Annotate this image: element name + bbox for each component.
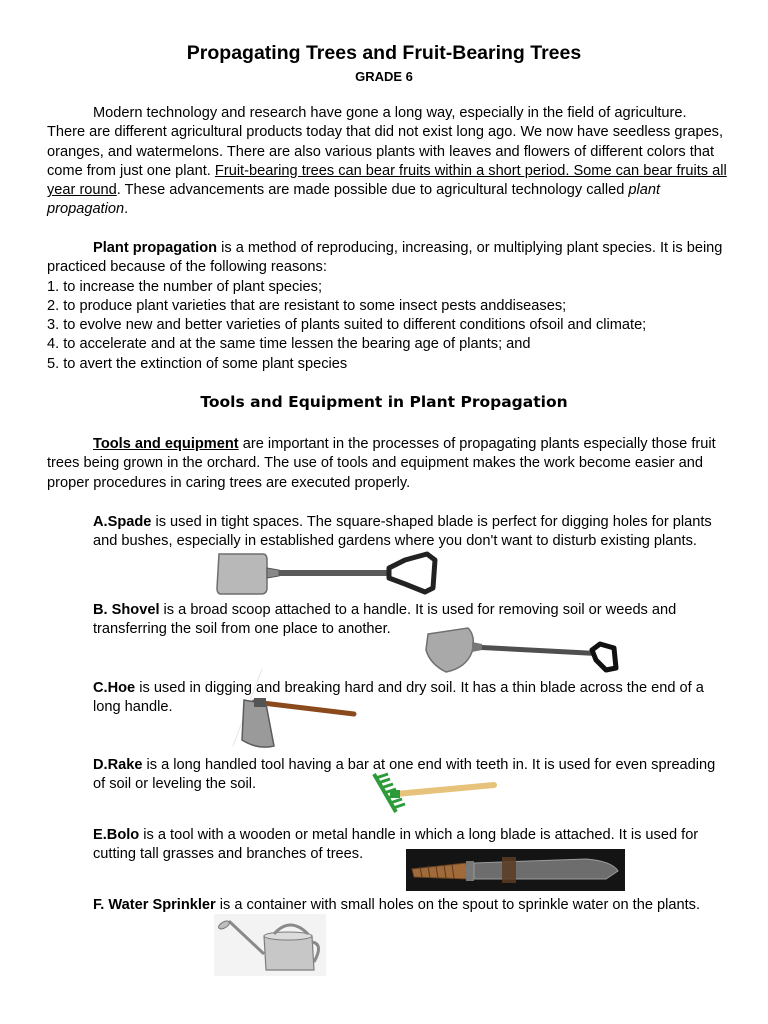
reason-item: 5. to avert the extinction of some plant species — [47, 355, 348, 372]
spade-icon — [215, 550, 439, 598]
section-heading: Tools and Equipment in Plant Propagation — [200, 393, 568, 411]
tool-item-spade: A.Spade is used in tight spaces. The square-shaped blade is perfect for digging holes for plants and bushes, especially in established gardens where you don't want to disturb existing plants. — [93, 514, 712, 550]
tool-item-water-sprinkler: F. Water Sprinkler is a container with small holes on the spout to sprinkle water on the plants. — [93, 897, 701, 913]
tool-item-hoe: C.Hoe is used in digging and breaking hard and dry soil. It has a thin blade across the end of a long handle. — [93, 680, 704, 716]
rake-icon — [368, 770, 498, 816]
tool-item-bolo: E.Bolo is a tool with a wooden or metal handle in which a long blade is attached. It is used for cutting tall grasses and branches of trees. — [93, 827, 699, 863]
tool-item-rake: D.Rake is a long handled tool having a bar at one end with teeth in. It is used for even spreading of soil or leveling the soil. — [93, 757, 716, 793]
grade-label: GRADE 6 — [355, 69, 413, 84]
bolo-icon — [406, 849, 625, 891]
plant-propagation-term: plant propagation — [47, 182, 661, 218]
shovel-icon — [420, 622, 620, 676]
hoe-icon — [228, 666, 358, 756]
tools-term: Tools and equipment — [93, 436, 239, 452]
propagation-term: Plant propagation — [93, 240, 218, 256]
underlined-sentence: Fruit-bearing trees can bear fruits within a short period. Some can bear fruits all year round — [47, 162, 727, 199]
reason-item: 4. to accelerate and at the same time lessen the bearing age of plants; and — [47, 336, 531, 353]
tools-intro-paragraph: Tools and equipment are important in the processes of propagating plants especially those fruit trees being grown in the orchard. The use of tools and equipment makes the work become easier and proper procedures in caring trees are executed properly. — [47, 436, 716, 491]
document-title: Propagating Trees and Fruit-Bearing Trees — [186, 42, 582, 64]
tool-item-shovel: B. Shovel is a broad scoop attached to a handle. It is used for removing soil or weeds and transferring the soil from one place to another. — [93, 602, 677, 638]
reason-item: 2. to produce plant varieties that are resistant to some insect pests anddiseases; — [47, 297, 567, 314]
intro-paragraph: Modern technology and research have gone a long way, especially in the field of agriculture. There are different agricultural products today that did not exist long ago. We now have seedless grapes, oranges, and watermelons. There are also various plants with leaves and flowers of different colors that come from just one plant. Fruit-bearing trees can bear fruits within a short period. Some can bear fruits all year round. These advancements are made possible due to agricultural technology called plant propagation. — [47, 105, 727, 218]
watering-can-icon — [214, 914, 326, 976]
propagation-paragraph: Plant propagation is a method of reproducing, increasing, or multiplying plant species. It is being practiced because of the following reasons: 1. to increase the number of plant species; 2. to produce plant varieties that are resistant to some insect pests anddiseases; 3. to evolve new and better varieties of plants suited to different conditions ofsoil and climate; 4. to accelerate and at the same time lessen the bearing age of plants; and 5. to avert the extinction of some plant species — [47, 239, 727, 374]
reason-item: 1. to increase the number of plant species; — [47, 278, 323, 295]
reason-item: 3. to evolve new and better varieties of plants suited to different conditions ofsoil and climate; — [47, 317, 647, 334]
